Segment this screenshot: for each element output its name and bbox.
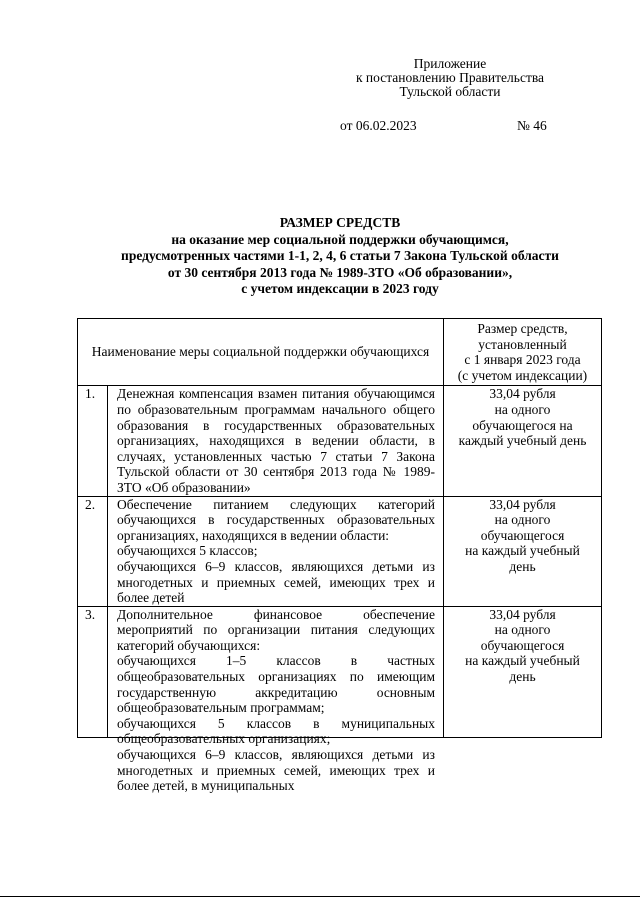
appendix-line-1: Приложение xyxy=(413,56,487,71)
row-text: обучающихся 5 классов; xyxy=(117,543,258,559)
amount-line: день xyxy=(509,558,536,574)
amount-line: на каждый учебный xyxy=(465,543,580,559)
row-amount xyxy=(444,386,602,496)
support-measures-table xyxy=(77,318,602,794)
row-text-clip xyxy=(117,606,435,794)
row-text: Дополнительное финансовое обеспечение мероприятий по организации питания следующих категорий обучающихся: xyxy=(117,606,435,653)
title-line-1: РАЗМЕР СРЕДСТВ xyxy=(279,215,401,230)
title-line-4: от 30 сентября 2013 года № 1989-ЗТО «Об образовании», xyxy=(167,264,513,280)
row-text: обучающихся 1–5 классов в частных общеобразовательных организациях по имеющим государственную аккредитацию основным общеобразовательным программам; xyxy=(117,653,435,716)
row-description xyxy=(108,496,444,606)
amount-line: на одного xyxy=(494,512,551,528)
amount-line: обучающегося xyxy=(480,527,565,543)
amount-line: 33,04 рубля xyxy=(489,386,556,402)
document-title xyxy=(60,215,620,298)
row-text: обучающихся 5 классов в муниципальных общеобразовательных организациях; xyxy=(117,715,435,747)
row-text: Денежная компенсация взамен питания обучающимся по образовательным программам начального общего образования в государственных образовательных организациях, находящихся в ведении области, в случаях, установленных частью 7 статьи 7 Закона Тульской области от 30 сентября 2013 года № 1989-ЗТО «Об образовании» xyxy=(117,386,435,495)
amount-line: день xyxy=(509,669,536,685)
table-row xyxy=(78,606,602,737)
row-number: 1. xyxy=(78,386,108,496)
header-amount-line: установленный xyxy=(478,336,567,352)
page-edge-line xyxy=(0,896,640,897)
header-amount-line: Размер средств, xyxy=(477,321,568,336)
header-measure-name: Наименование меры социальной поддержки обучающихся xyxy=(78,319,444,386)
amount-line: на каждый учебный xyxy=(465,653,580,669)
appendix-line-2: к постановлению Правительства xyxy=(355,70,545,85)
row-description xyxy=(108,386,444,496)
title-line-5: с учетом индексации в 2023 году xyxy=(241,281,439,296)
title-line-3: предусмотренных частями 1-1, 2, 4, 6 статьи 7 Закона Тульской области xyxy=(121,248,559,263)
title-line-2: на оказание мер социальной поддержки обучающимся, xyxy=(171,231,509,247)
row-text: обучающихся 6–9 классов, являющихся детьми из многодетных и приемных семей, имеющих трех и более детей xyxy=(117,558,435,606)
amount-line: каждый учебный день xyxy=(458,433,587,449)
amount-line: на одного xyxy=(494,622,551,638)
row-text: обучающихся 6–9 классов, являющихся детьми из многодетных и приемных семей, имеющих трех и более детей, в муниципальных xyxy=(117,747,435,794)
table-header-row xyxy=(78,319,602,386)
amount-line: 33,04 рубля xyxy=(489,606,556,622)
amount-line: обучающегося xyxy=(480,637,565,653)
row-text: Обеспечение питанием следующих категорий обучающихся в государственных образовательных организациях, находящихся в ведении области: xyxy=(117,496,435,543)
amount-line: 33,04 рубля xyxy=(489,496,556,512)
row-description xyxy=(108,606,444,794)
decree-number: № 46 xyxy=(517,118,547,133)
appendix-block xyxy=(340,57,560,99)
header-amount-line: (с учетом индексации) xyxy=(457,367,588,383)
table-row xyxy=(78,496,602,606)
row-number: 3. xyxy=(78,606,108,737)
row-amount xyxy=(444,606,602,737)
amount-line: на одного xyxy=(494,401,551,417)
amount-line: обучающегося на xyxy=(472,417,573,433)
header-amount xyxy=(444,319,602,386)
appendix-line-3: Тульской области xyxy=(399,84,501,99)
table-row xyxy=(78,386,602,496)
header-amount-line: с 1 января 2023 года xyxy=(464,352,581,368)
row-amount xyxy=(444,496,602,606)
decree-date: от 06.02.2023 xyxy=(340,118,417,133)
row-number: 2. xyxy=(78,496,108,606)
